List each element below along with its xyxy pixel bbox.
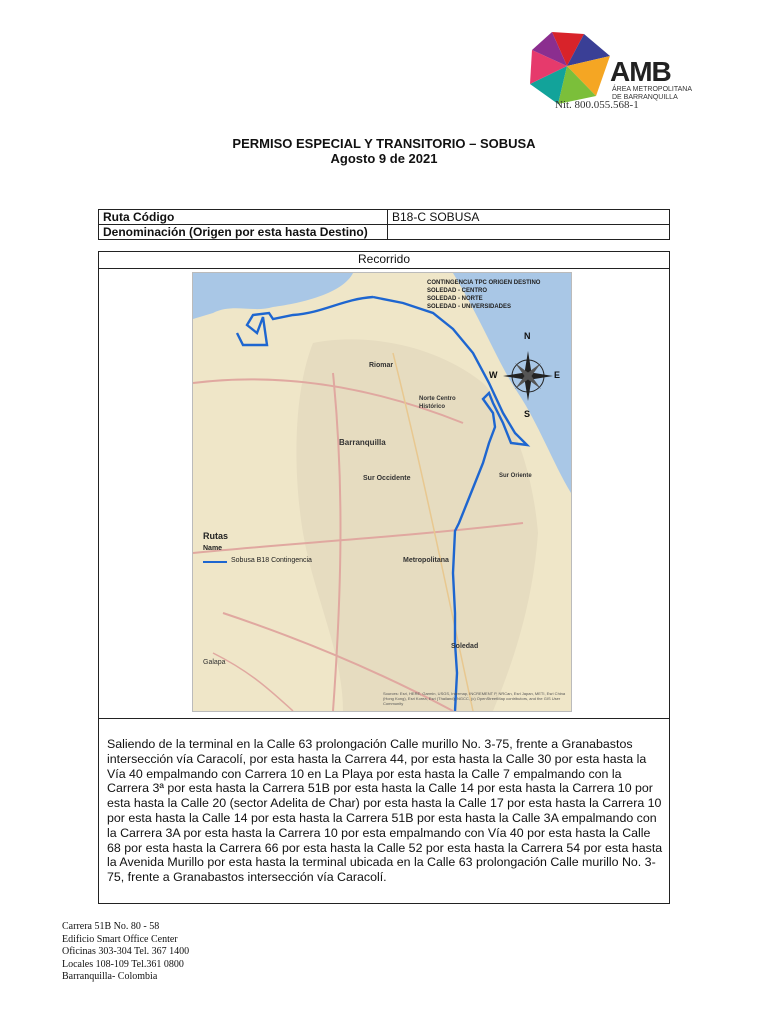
- table-row: [99, 210, 670, 225]
- footer-line-2: Edificio Smart Office Center: [62, 933, 178, 945]
- contingency-line-3: SOLEDAD - UNIVERSIDADES: [427, 304, 512, 310]
- contingency-title: CONTINGENCIA TPC ORIGEN DESTINO: [427, 280, 541, 286]
- pinwheel-logo-icon: [522, 26, 612, 108]
- compass-north: N: [524, 331, 531, 341]
- nit-number: Nit. 800.055.568-1: [555, 101, 639, 109]
- contingency-line-1: SOLEDAD - CENTRO: [427, 288, 487, 294]
- logo-subtitle-2: DE BARRANQUILLA: [612, 94, 678, 101]
- place-riomar: Riomar: [369, 362, 394, 369]
- footer-line-1: Carrera 51B No. 80 - 58: [62, 921, 160, 932]
- place-barranquilla: Barranquilla: [339, 438, 386, 447]
- amb-logo: [522, 26, 692, 108]
- place-soledad: Soledad: [451, 643, 479, 650]
- legend-name-header: Name: [203, 545, 223, 552]
- route-code-label: Ruta Código: [99, 210, 388, 225]
- contingency-legend: [427, 279, 540, 311]
- compass-west: W: [489, 370, 498, 380]
- legend-title: Rutas: [203, 531, 229, 541]
- footer-line-4: Locales 108-109 Tel.361 0800: [62, 958, 184, 970]
- place-galapa: Galapa: [203, 659, 226, 666]
- compass-rose-icon: [489, 331, 563, 421]
- table-row: [99, 225, 670, 240]
- document-title: PERMISO ESPECIAL Y TRANSITORIO – SOBUSA: [232, 136, 536, 151]
- logo-subtitle-1: ÁREA METROPOLITANA: [612, 86, 692, 93]
- place-sur-occidente: Sur Occidente: [363, 475, 411, 482]
- legend-route-swatch: [203, 561, 227, 563]
- logo-text: AMB: [610, 56, 671, 87]
- document-date: Agosto 9 de 2021: [330, 151, 438, 166]
- footer-line-3: Oficinas 303-304 Tel. 367 1400: [62, 946, 190, 957]
- place-norte: Norte Centro Histórico: [419, 396, 456, 410]
- denomination-value: [388, 225, 670, 240]
- section-divider: [99, 718, 669, 719]
- footer-line-5: Barranquilla- Colombia: [62, 971, 158, 982]
- route-map: [192, 272, 572, 712]
- route-code-value: B18-C SOBUSA: [388, 210, 670, 225]
- route-description: Saliendo de la terminal en la Calle 63 prolongación Calle murillo No. 3-75, frente a Granabastos intersección vía Caracolí, por esta hasta la Carrera 44, por esta hasta la Calle 30 por esta hasta la Vía 40 empalmando con Carrera 10 en La Playa por esta hasta la Calle 7 empalmando con la Carrera 3ª por esta hasta la Carrera 51B por esta hasta la Calle 14 por esta hasta la Carrera 10 por esta hasta la Calle 20 (sector Adelita de Char) por esta hasta la Calle 17 por esta hasta la Carrera 10 por esta hasta la Calle 14 por esta hasta la Carrera 51B por esta hasta la Calle 3A empalmando con la Carrera 3A por esta hasta la Carrera 10 por esta empalmando con Vía 40 por esta hasta la Calle 68 por esta hasta la Carrera 66 por esta hasta la Calle 52 por esta hasta la Carrera 54 por esta hasta la Avenida Murillo por esta hasta la terminal ubicada en la Calle 63 prolongación Calle murillo No. 3-75, frente a Granabastos intersección vía Caracolí.: [107, 737, 663, 885]
- contingency-line-2: SOLEDAD - NORTE: [427, 296, 483, 302]
- legend-route-label: Sobusa B18 Contingencia: [231, 557, 312, 564]
- map-credits: Sources: Esri, HERE, Garmin, USGS, Intermap, INCREMENT P, NRCan, Esri Japan, METI, Esri China (Hong Kong), Esri Korea, Esri (Thailand), NGCC, (c) OpenStreetMap contributors, and the GIS User Community: [383, 691, 566, 706]
- compass-east: E: [554, 370, 561, 380]
- place-sur-oriente: Sur Oriente: [499, 473, 532, 479]
- recorrido-box: [98, 251, 670, 904]
- compass-south: S: [524, 409, 531, 419]
- place-metropolitana: Metropolitana: [403, 557, 449, 564]
- recorrido-label: Recorrido: [99, 252, 669, 269]
- route-info-table: [98, 209, 670, 240]
- footer-address: [62, 921, 189, 984]
- denomination-label: Denominación (Origen por esta hasta Destino): [99, 225, 388, 240]
